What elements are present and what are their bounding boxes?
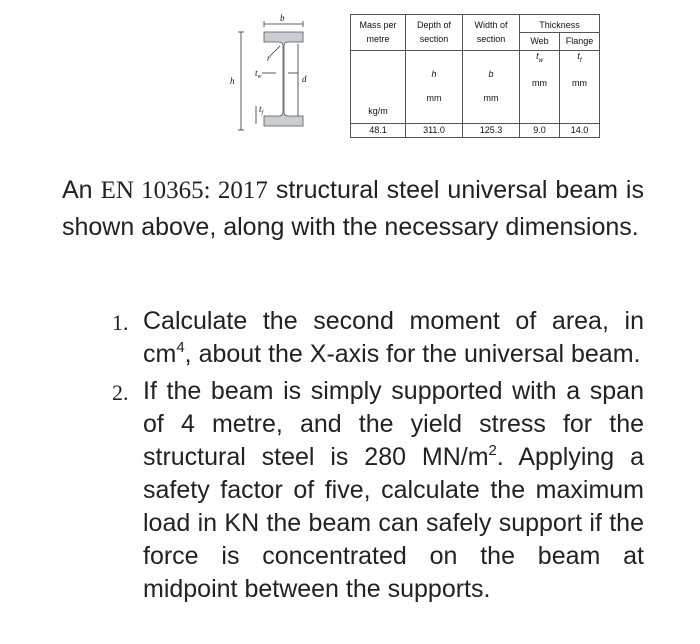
label-d: d [302, 74, 307, 84]
value-width: 125.3 [463, 124, 520, 138]
i-beam-diagram [226, 12, 346, 132]
value-depth: 311.0 [406, 124, 463, 138]
table-row [351, 124, 600, 138]
label-tw: $t_w$ [255, 68, 262, 80]
standard-reference: EN 10365: 2017 [100, 177, 268, 204]
header-mass: Mass per metre [351, 15, 406, 51]
label-h: h [230, 76, 235, 86]
cell-width-symbol: b mm [463, 51, 520, 124]
label-tf: $t_f$ [259, 104, 264, 116]
list-item: 1. Calculate the second moment of area, in $cm^4$, about the X-axis for the universal beam. [112, 307, 644, 368]
label-b: b [280, 13, 285, 23]
section-properties-table [350, 14, 600, 138]
task-number: 1. [112, 310, 129, 335]
table-symbol-row [351, 51, 600, 124]
label-r: r [267, 53, 271, 63]
intro-paragraph: An EN 10365: 2017 structural steel universal beam is shown above, along with the necessary dimensions. [62, 176, 644, 241]
cell-mass-unit: kg/m [351, 51, 406, 124]
value-web: 9.0 [520, 124, 560, 138]
table-header-row [351, 15, 600, 33]
header-depth: Depth of section [406, 15, 463, 51]
cell-web-symbol: $t_w$ mm [520, 51, 560, 124]
cell-depth-symbol: h mm [406, 51, 463, 124]
value-flange: 14.0 [560, 124, 600, 138]
value-mass: 48.1 [351, 124, 406, 138]
task-number: 2. [112, 380, 129, 405]
header-flange: Flange [560, 33, 600, 51]
list-item: 2. If the beam is simply supported with a span of 4 metre, and the yield stress for the structural steel is 280 $MN/m^2$. Applying a safety factor of five, calculate the maximum load in KN the beam can safely support if the force is concentrated on the beam at midpoint between the supports. [112, 377, 644, 603]
header-thickness: Thickness [520, 15, 600, 33]
header-width: Width of section [463, 15, 520, 51]
cell-flange-symbol: $t_f$ mm [560, 51, 600, 124]
header-web: Web [520, 33, 560, 51]
task-list [112, 305, 644, 610]
